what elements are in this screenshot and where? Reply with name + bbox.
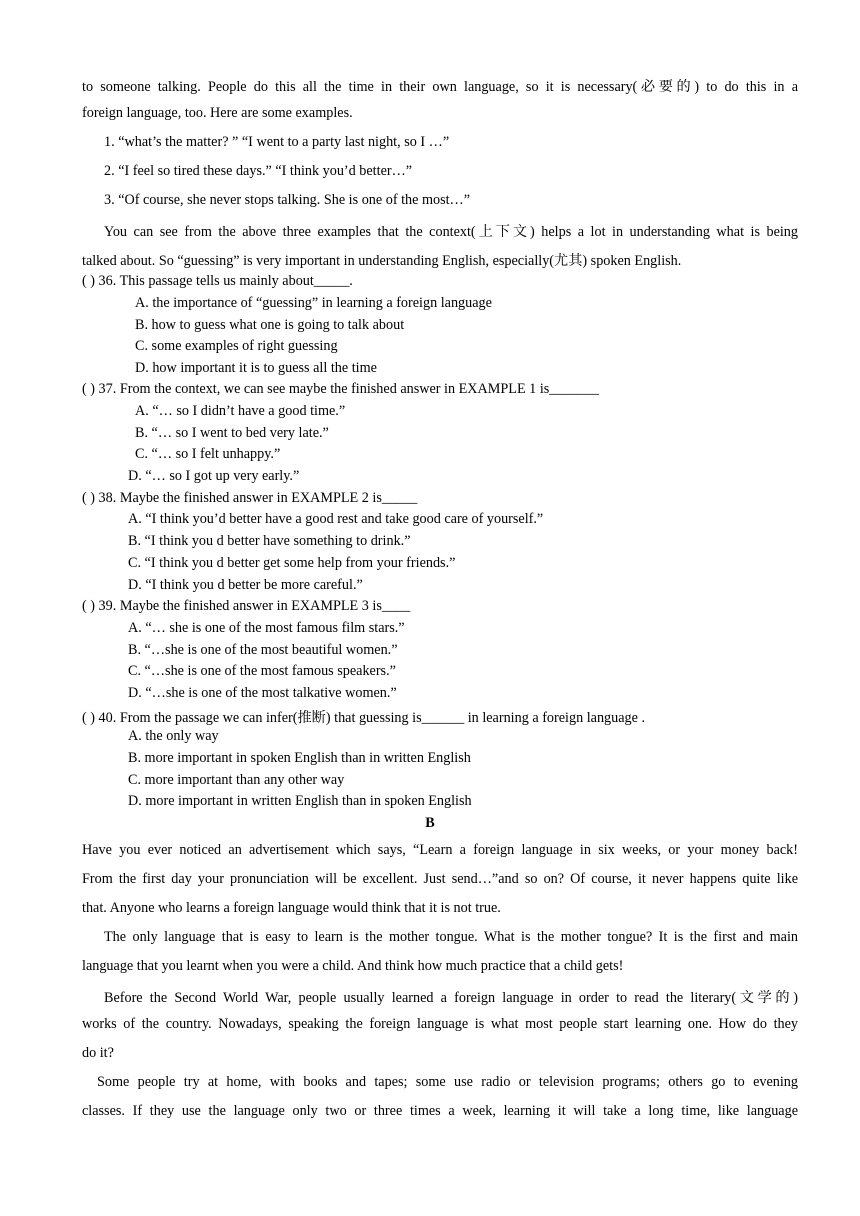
option-38-a: A. “I think you’d better have a good rest and take good care of yourself.” bbox=[128, 511, 544, 527]
option-38-d: D. “I think you d better be more careful.” bbox=[128, 577, 363, 593]
option-39-a: A. “… she is one of the most famous film stars.” bbox=[128, 620, 405, 636]
passage-b-line: classes. If they use the language only two or three times a week, learning it will take a long time, like language bbox=[82, 1103, 798, 1119]
option-37-d: D. “… so I got up very early.” bbox=[128, 468, 300, 484]
passage-b-line: Some people try at home, with books and tapes; some use radio or television programs; others go to evening bbox=[97, 1074, 798, 1090]
example-1: 1. “what’s the matter? ” “I went to a party last night, so I …” bbox=[104, 134, 450, 150]
option-36-a: A. the importance of “guessing” in learning a foreign language bbox=[135, 295, 492, 311]
option-37-b: B. “… so I went to bed very late.” bbox=[135, 425, 329, 441]
passage-a-line: You can see from the above three examples that the context(上下文) helps a lot in understanding what is being bbox=[104, 224, 798, 240]
option-40-d: D. more important in written English than in spoken English bbox=[128, 793, 472, 809]
passage-b-line: The only language that is easy to learn is the mother tongue. What is the mother tongue? It is the first and main bbox=[104, 929, 798, 945]
section-heading: B bbox=[425, 815, 435, 831]
passage-a-line: to someone talking. People do this all the time in their own language, so it is necessary(必要的) to do this in a bbox=[82, 79, 798, 95]
option-37-c: C. “… so I felt unhappy.” bbox=[135, 446, 281, 462]
question-40-stem: ( ) 40. From the passage we can infer(推断) that guessing is______ in learning a foreign language . bbox=[82, 710, 646, 726]
option-37-a: A. “… so I didn’t have a good time.” bbox=[135, 403, 346, 419]
question-37-stem: ( ) 37. From the context, we can see maybe the finished answer in EXAMPLE 1 is_______ bbox=[82, 381, 599, 397]
passage-b-line: From the first day your pronunciation will be excellent. Just send…”and so on? Of course, it never happens quite like bbox=[82, 871, 798, 887]
passage-a-line: talked about. So “guessing” is very important in understanding English, especially(尤其) spoken English. bbox=[82, 253, 682, 269]
option-38-c: C. “I think you d better get some help from your friends.” bbox=[128, 555, 456, 571]
option-40-c: C. more important than any other way bbox=[128, 772, 345, 788]
option-40-b: B. more important in spoken English than in written English bbox=[128, 750, 471, 766]
passage-a-line: foreign language, too. Here are some examples. bbox=[82, 105, 353, 121]
option-36-b: B. how to guess what one is going to talk about bbox=[135, 317, 405, 333]
question-38-stem: ( ) 38. Maybe the finished answer in EXAMPLE 2 is_____ bbox=[82, 490, 418, 506]
passage-b-line: Have you ever noticed an advertisement which says, “Learn a foreign language in six weeks, or your money back! bbox=[82, 842, 798, 858]
option-36-d: D. how important it is to guess all the time bbox=[135, 360, 377, 376]
option-39-d: D. “…she is one of the most talkative women.” bbox=[128, 685, 397, 701]
option-39-b: B. “…she is one of the most beautiful women.” bbox=[128, 642, 398, 658]
option-36-c: C. some examples of right guessing bbox=[135, 338, 338, 354]
passage-b-line: Before the Second World War, people usually learned a foreign language in order to read the literary(文学的) bbox=[104, 990, 798, 1006]
option-40-a: A. the only way bbox=[128, 728, 219, 744]
passage-b-line: do it? bbox=[82, 1045, 114, 1061]
question-36-stem: ( ) 36. This passage tells us mainly about_____. bbox=[82, 273, 353, 289]
passage-b-line: that. Anyone who learns a foreign language would think that it is not true. bbox=[82, 900, 501, 916]
example-3: 3. “Of course, she never stops talking. She is one of the most…” bbox=[104, 192, 471, 208]
option-38-b: B. “I think you d better have something to drink.” bbox=[128, 533, 411, 549]
question-39-stem: ( ) 39. Maybe the finished answer in EXAMPLE 3 is____ bbox=[82, 598, 411, 614]
example-2: 2. “I feel so tired these days.” “I think you’d better…” bbox=[104, 163, 413, 179]
option-39-c: C. “…she is one of the most famous speakers.” bbox=[128, 663, 396, 679]
passage-b-line: language that you learnt when you were a child. And think how much practice that a child gets! bbox=[82, 958, 624, 974]
passage-b-line: works of the country. Nowadays, speaking the foreign language is what most people start learning one. How do they bbox=[82, 1016, 798, 1032]
